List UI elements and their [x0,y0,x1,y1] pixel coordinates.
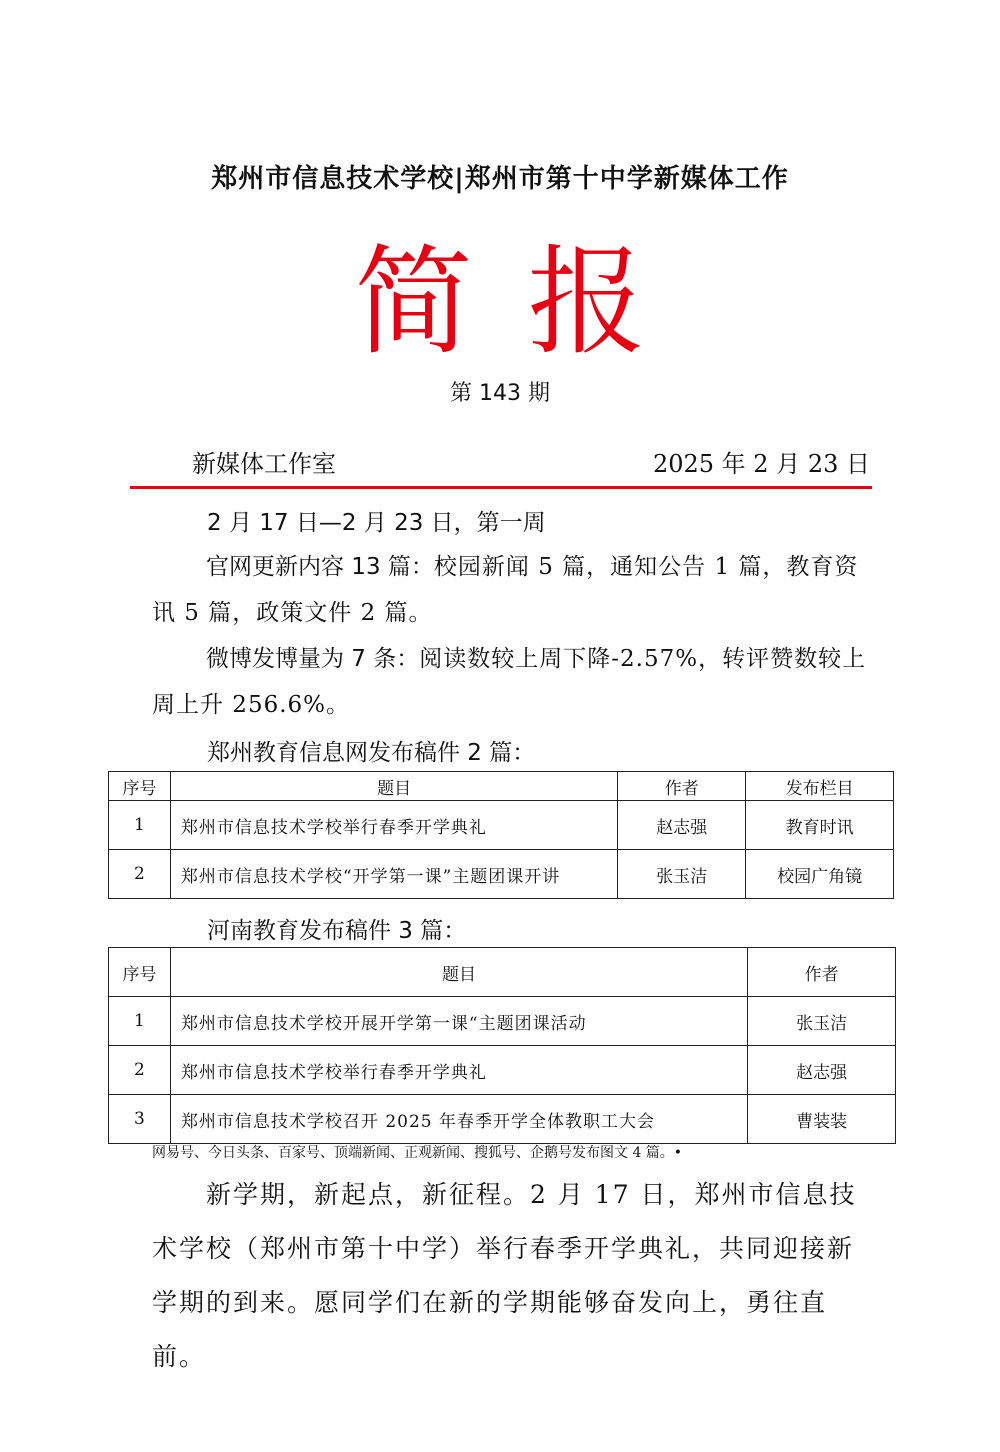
row-index: 1 [109,801,171,850]
row-index: 2 [109,850,171,899]
article-title: 郑州市信息技术学校举行春季开学典礼 [170,801,617,850]
column-header: 作者 [748,948,896,997]
article-title: 郑州市信息技术学校开展开学第一课“主题团课活动 [170,997,747,1046]
row-index: 3 [109,1095,171,1144]
table-header-row [109,772,894,801]
row-index: 1 [109,997,171,1046]
column-header: 题目 [170,948,747,997]
column-header: 序号 [109,948,171,997]
table1-heading: 郑州教育信息网发布稿件 2 篇： [207,740,536,766]
website-text: 校园新闻 5 篇，通知公告 1 篇，教育资讯 5 篇，政策文件 2 篇。 [152,554,859,626]
column-header: 题目 [170,772,617,801]
masthead-title: 简报 [354,233,701,371]
article-author: 张玉洁 [748,997,896,1046]
table-header-row [109,948,896,997]
table-row [109,1046,896,1095]
column-header: 作者 [618,772,746,801]
office-name: 新媒体工作室 [192,450,336,478]
table-row [109,1095,896,1144]
week-range: 2 月 17 日—2 月 23 日，第一周 [207,510,546,536]
weibo-label: 微博发博量为 7 条： [206,646,420,672]
article-author: 曹装装 [748,1095,896,1144]
document-header-title: 郑州市信息技术学校|郑州市第十中学新媒体工作 [211,164,789,194]
issue-number: 第 143 期 [450,381,550,406]
table-row [109,997,896,1046]
education-net-table [108,771,894,899]
body-paragraph: 新学期，新起点，新征程。2 月 17 日，郑州市信息技术学校（郑州市第十中学）举行春季开学典礼，共同迎接新学期的到来。愿同学们在新的学期能够奋发向上，勇往直前。 [152,1180,857,1371]
article-author: 赵志强 [748,1046,896,1095]
issue-date: 2025 年 2 月 23 日 [652,450,870,478]
weibo-text: 阅读数较上周下降-2.57%，转评赞数较上周上升 256.6%。 [152,646,867,718]
weibo-summary [152,636,872,728]
column-header: 发布栏目 [746,772,894,801]
article-column: 校园广角镜 [746,850,894,899]
article-title: 郑州市信息技术学校“开学第一课”主题团课开讲 [170,850,617,899]
article-author: 赵志强 [618,801,746,850]
article-title: 郑州市信息技术学校召开 2025 年春季开学全体教职工大会 [170,1095,747,1144]
table2-heading: 河南教育发布稿件 3 篇： [207,918,467,944]
table-row [109,850,894,899]
website-label: 官网更新内容 13 篇： [206,554,434,580]
column-header: 序号 [109,772,171,801]
platform-note: 网易号、今日头条、百家号、顶端新闻、正观新闻、搜狐号、企鹅号发布图文 4 篇。• [152,1145,683,1161]
article-column: 教育时讯 [746,801,894,850]
website-summary [152,544,872,636]
henan-education-table [108,947,896,1144]
article-author: 张玉洁 [618,850,746,899]
article-title: 郑州市信息技术学校举行春季开学典礼 [170,1046,747,1095]
row-index: 2 [109,1046,171,1095]
red-divider [130,486,872,489]
table-row [109,801,894,850]
